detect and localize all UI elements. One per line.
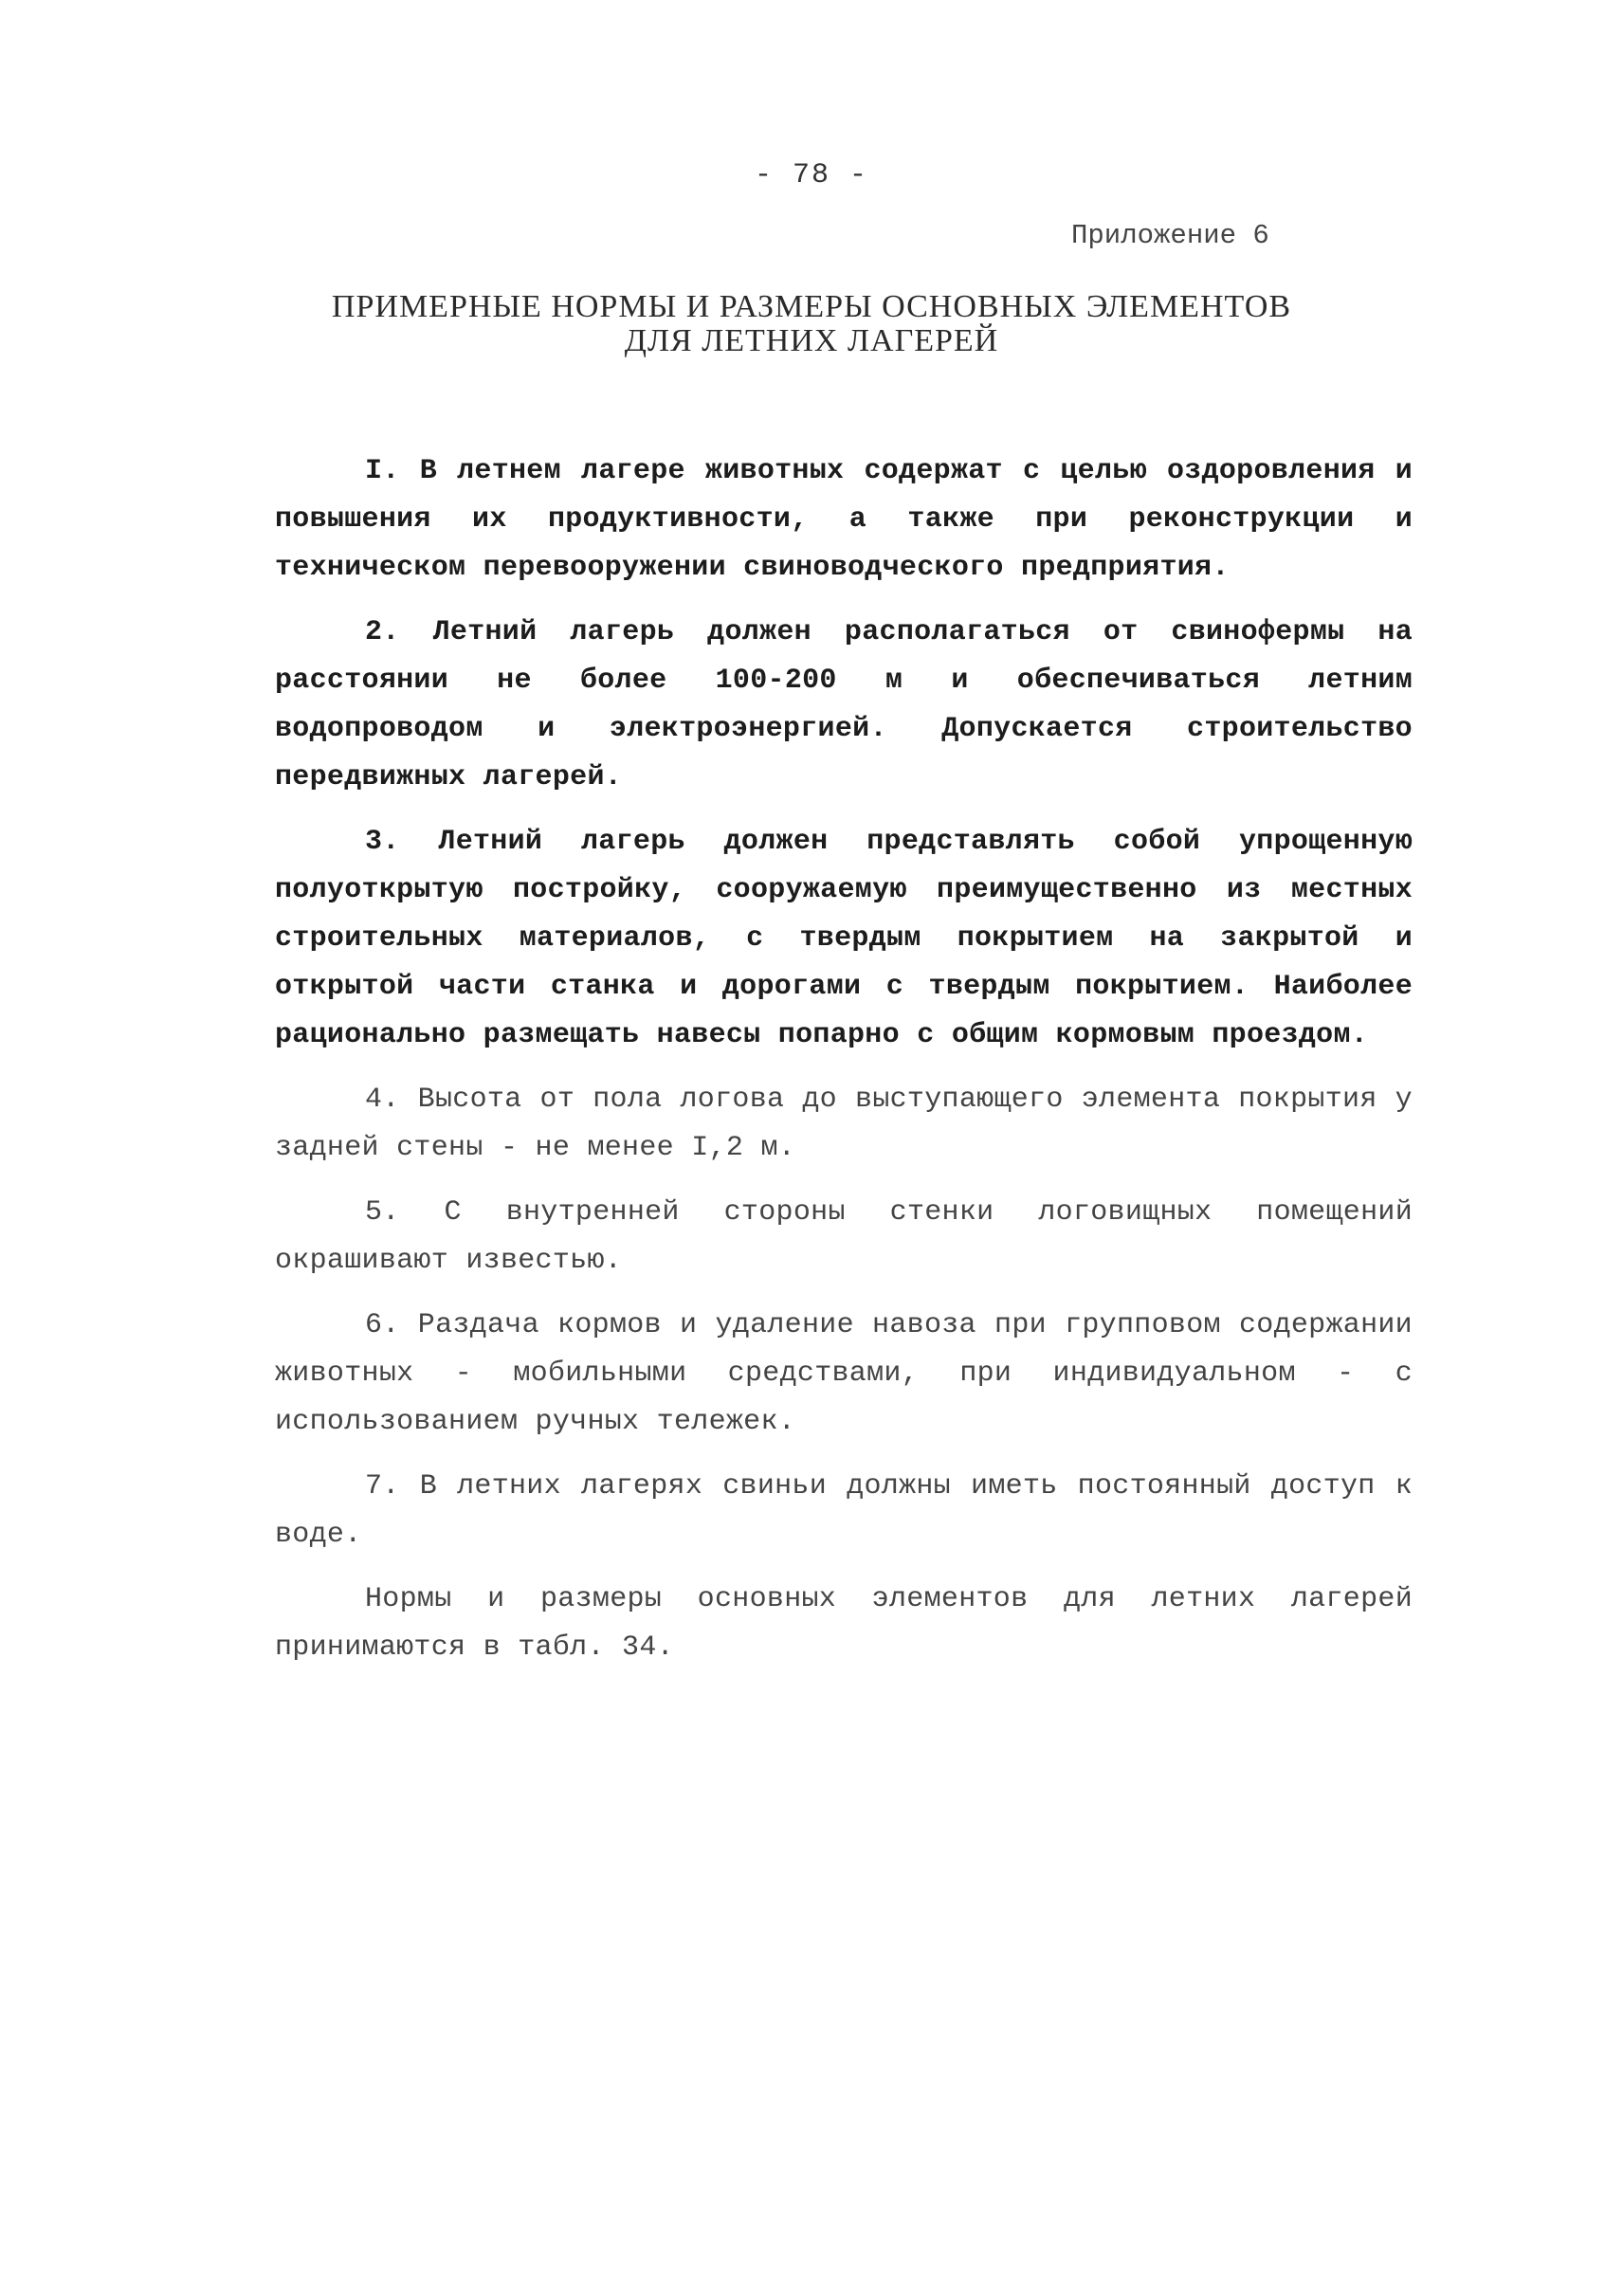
- paragraph-1: I. В летнем лагере животных содержат с целью оздоровления и повышения их продуктивности, а также при реконструкции и техническом перевооружении свиноводческого предприятия.: [275, 455, 1413, 584]
- appendix-label: Приложение 6: [1071, 220, 1269, 251]
- title-line-2: ДЛЯ ЛЕТНИХ ЛАГЕРЕЙ: [624, 323, 999, 358]
- body-text: [275, 447, 1413, 1688]
- paragraph-2: 2. Летний лагерь должен располагаться от свинофермы на расстоянии не более 100-200 м и обеспечиваться летним водопроводом и электроэнергией. Допускается строительство передвижных лагерей.: [275, 616, 1413, 793]
- title-line-1: ПРИМЕРНЫЕ НОРМЫ И РАЗМЕРЫ ОСНОВНЫХ ЭЛЕМЕНТОВ: [331, 289, 1292, 324]
- paragraph-5: 5. С внутренней стороны стенки логовищных помещений окрашивают известью.: [275, 1196, 1413, 1277]
- page-number: - 78 -: [754, 159, 869, 191]
- paragraph-4: 4. Высота от пола логова до выступающего элемента покрытия у задней стены - не менее I,2 м.: [275, 1084, 1413, 1164]
- paragraph-7: 7. В летних лагерях свиньи должны иметь постоянный доступ к воде.: [275, 1470, 1413, 1551]
- document-title: [0, 290, 1623, 358]
- paragraph-8: Нормы и размеры основных элементов для летних лагерей принимаются в табл. 34.: [275, 1583, 1413, 1664]
- paragraph-3: 3. Летний лагерь должен представлять собой упрощенную полуоткрытую постройку, сооружаемую преимущественно из местных строительных материалов, с твердым покрытием на закрытой и открытой части станка и дорогами с твердым покрытием. Наиболее рационально размещать навесы попарно с общим кормовым проездом.: [275, 826, 1413, 1051]
- paragraph-6: 6. Раздача кормов и удаление навоза при групповом содержании животных - мобильными средствами, при индивидуальном - с использованием ручных тележек.: [275, 1309, 1413, 1438]
